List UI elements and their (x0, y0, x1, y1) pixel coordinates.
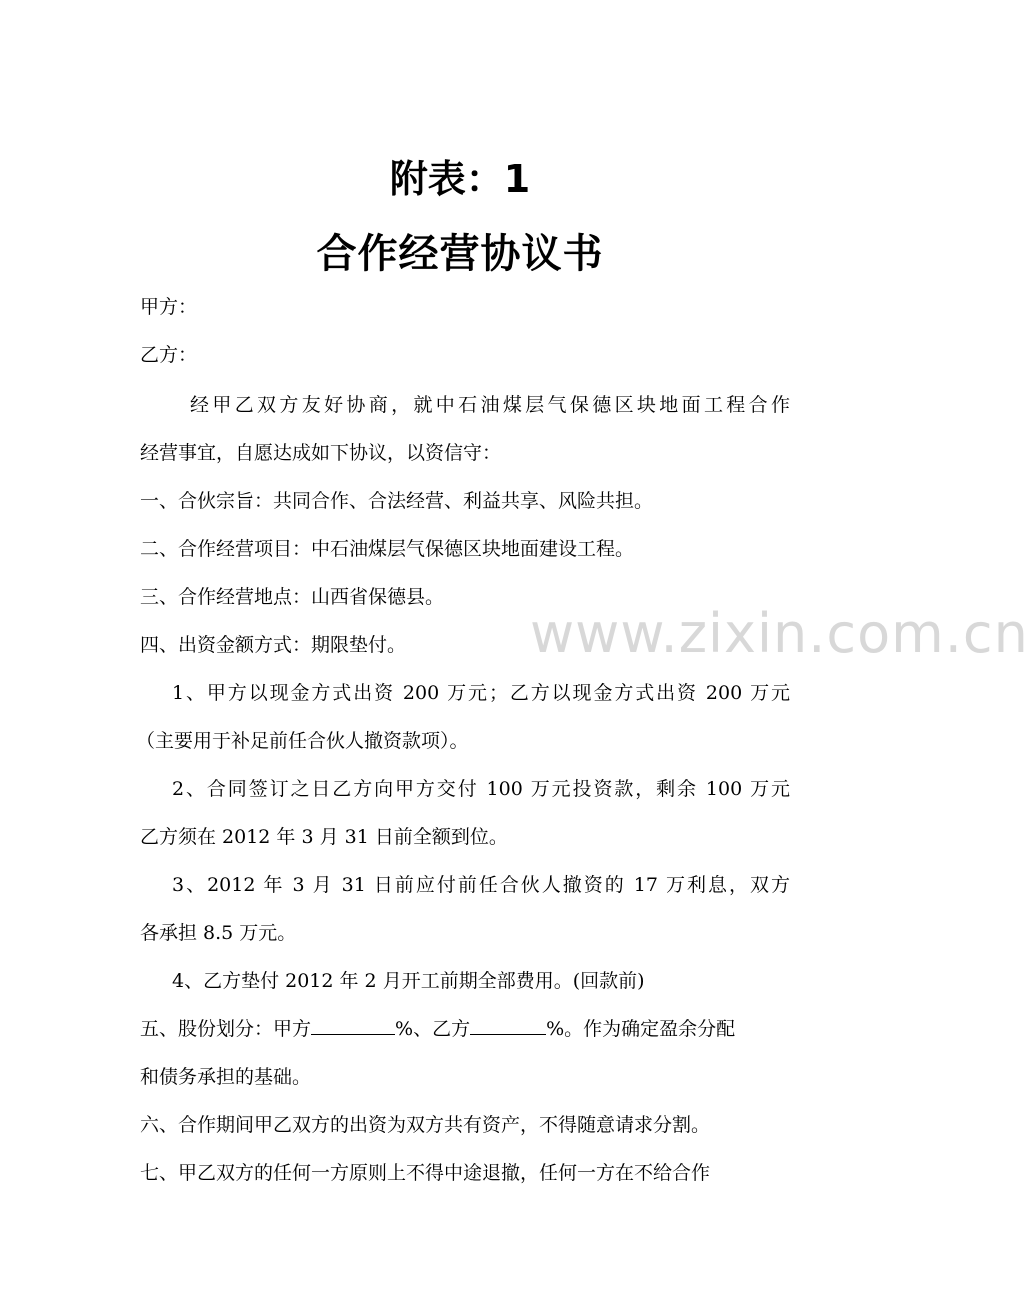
clause-6: 六、合作期间甲乙双方的出资为双方共有资产，不得随意请求分割。 (140, 1114, 711, 1136)
party-b-line: 乙方： (140, 344, 198, 366)
item-4: 4、乙方垫付 2012 年 2 月开工前期全部费用。(回款前) (172, 970, 645, 992)
clause-5-prefix: 五、股份划分：甲方 (140, 1018, 312, 1040)
item-2-line-1: 2、合同签订之日乙方向甲方交付 100 万元投资款，剩余 100 万元 (172, 778, 790, 800)
clause-7: 七、甲乙双方的任何一方原则上不得中途退撤，任何一方在不给合作 (140, 1162, 711, 1184)
clause-5-suffix: %。作为确定盈余分配 (546, 1018, 736, 1040)
attachment-heading: 附表：1 (389, 157, 531, 201)
watermark: www.zixin.com.cn (530, 602, 1029, 665)
item-3-line-1: 3、2012 年 3 月 31 日前应付前任合伙人撤资的 17 万利息，双方 (172, 874, 790, 896)
clause-5-line-2: 和债务承担的基础。 (140, 1066, 312, 1088)
clause-5-mid: %、乙方 (395, 1018, 471, 1040)
clause-5-line-1 (140, 1016, 790, 1042)
item-1-line-1: 1、甲方以现金方式出资 200 万元；乙方以现金方式出资 200 万元 (172, 682, 790, 704)
clause-4: 四、出资金额方式：期限垫付。 (140, 634, 407, 656)
item-1-line-2: （主要用于补足前任合伙人撤资款项）。 (136, 730, 469, 752)
clause-2: 二、合作经营项目：中石油煤层气保德区块地面建设工程。 (140, 538, 635, 560)
document-title: 合作经营协议书 (316, 231, 604, 277)
item-3-line-2: 各承担 8.5 万元。 (140, 922, 297, 944)
party-a-share-blank[interactable] (311, 1016, 395, 1035)
intro-line-1: 经甲乙双方友好协商，就中石油煤层气保德区块地面工程合作 (190, 394, 790, 416)
intro-line-2: 经营事宜，自愿达成如下协议，以资信守： (140, 442, 502, 464)
clause-3: 三、合作经营地点：山西省保德县。 (140, 586, 445, 608)
party-a-line: 甲方： (140, 296, 198, 318)
party-b-share-blank[interactable] (470, 1016, 546, 1035)
item-2-line-2: 乙方须在 2012 年 3 月 31 日前全额到位。 (140, 826, 508, 848)
clause-1: 一、合伙宗旨：共同合作、合法经营、利益共享、风险共担。 (140, 490, 654, 512)
